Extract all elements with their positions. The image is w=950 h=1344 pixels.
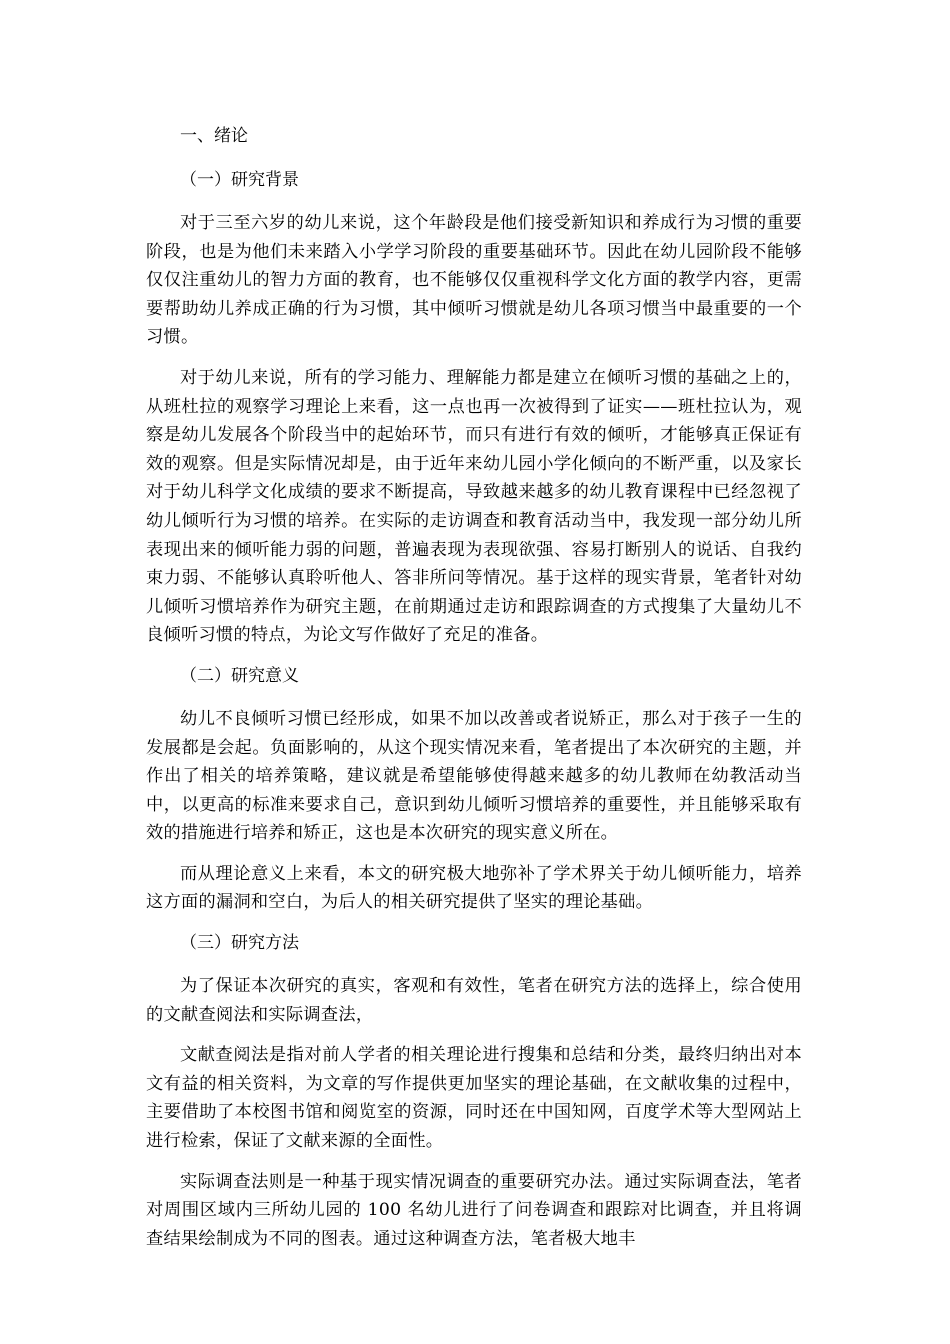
paragraph: 对于幼儿来说，所有的学习能力、理解能力都是建立在倾听习惯的基础之上的，从班杜拉的观察学习理论上来看，这一点也再一次被得到了证实——班杜拉认为，观察是幼儿发展各个阶段当中的起始环节，而只有进行有效的倾听，才能够真正保证有效的观察。但是实际情况却是，由于近年来幼儿园小学化倾向的不断严重，以及家长对于幼儿科学文化成绩的要求不断提高，导致越来越多的幼儿教育课程中已经忽视了幼儿倾听行为习惯的培养。在实际的走访调查和教育活动当中，我发现一部分幼儿所表现出来的倾听能力弱的问题，普遍表现为表现欲强、容易打断别人的说话、自我约束力弱、不能够认真聆听他人、答非所问等情况。基于这样的现实背景，笔者针对幼儿倾听习惯培养作为研究主题，在前期通过走访和跟踪调查的方式搜集了大量幼儿不良倾听习惯的特点，为论文写作做好了充足的准备。	[146, 367, 802, 646]
paragraph: 文献查阅法是指对前人学者的相关理论进行搜集和总结和分类，最终归纳出对本文有益的相关资料，为文章的写作提供更加坚实的理论基础，在文献收集的过程中，主要借助了本校图书馆和阅览室的资源，同时还在中国知网，百度学术等大型网站上进行检索，保证了文献来源的全面性。	[146, 1045, 802, 1152]
paragraph: 为了保证本次研究的真实，客观和有效性，笔者在研究方法的选择上，综合使用的文献查阅法和实际调查法，	[146, 976, 802, 1025]
paragraph: 对于三至六岁的幼儿来说，这个年龄段是他们接受新知识和养成行为习惯的重要阶段，也是为他们未来踏入小学学习阶段的重要基础环节。因此在幼儿园阶段不能够仅仅注重幼儿的智力方面的教育，也不能够仅仅重视科学文化方面的教学内容，更需要帮助幼儿养成正确的行为习惯，其中倾听习惯就是幼儿各项习惯当中最重要的一个习惯。	[146, 213, 802, 348]
chapter-heading: 一、绪论	[180, 126, 248, 146]
paragraph: 实际调查法则是一种基于现实情况调查的重要研究办法。通过实际调查法，笔者对周围区域内三所幼儿园的 100 名幼儿进行了问卷调查和跟踪对比调查，并且将调查结果绘制成为不同的图表。通过这种调查方法，笔者极大地丰	[146, 1171, 802, 1249]
section-heading-methods: （三）研究方法	[180, 933, 299, 954]
section-heading-background: （一）研究背景	[180, 170, 299, 190]
document-body	[146, 122, 802, 1253]
section-heading-significance: （二）研究意义	[180, 665, 299, 686]
paragraph: 幼儿不良倾听习惯已经形成，如果不加以改善或者说矫正，那么对于孩子一生的发展都是会起。负面影响的，从这个现实情况来看，笔者提出了本次研究的主题，并作出了相关的培养策略，建议就是希望能够使得越来越多的幼儿教师在幼教活动当中，以更高的标准来要求自己，意识到幼儿倾听习惯培养的重要性，并且能够采取有效的措施进行培养和矫正，这也是本次研究的现实意义所在。	[146, 708, 802, 844]
paragraph: 而从理论意义上来看，本文的研究极大地弥补了学术界关于幼儿倾听能力，培养这方面的漏洞和空白，为后人的相关研究提供了坚实的理论基础。	[146, 863, 802, 913]
